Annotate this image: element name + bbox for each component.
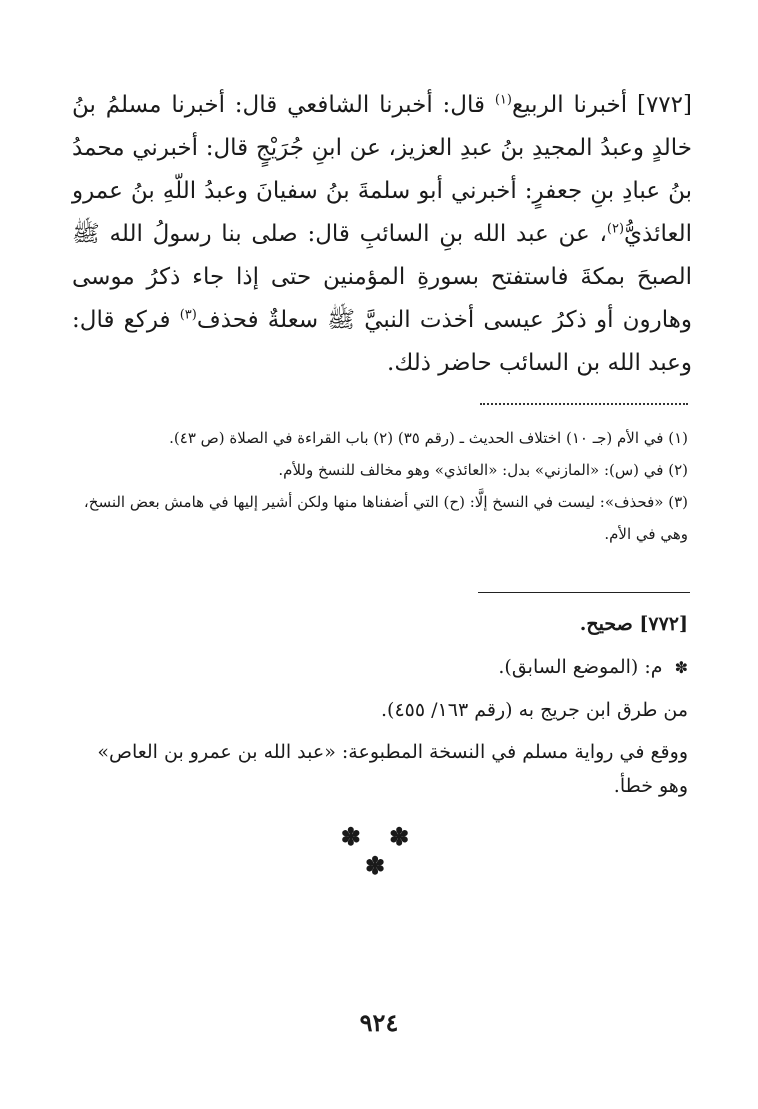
hadith-number: [٧٧٢] — [636, 92, 692, 118]
commentary — [82, 606, 688, 803]
hadith-paragraph — [72, 84, 692, 385]
footnote-3: (٣) «فحذف»: ليست في النسخ إلَّا: (ح) التي أضفناها منها ولكن أشير إليها في هامش بعض النسخ، وهي في الأم. — [83, 493, 688, 543]
footnote-2: (٢) في (س): «المازني» بدل: «العائذي» وهو مخالف للنسخ وللأم. — [278, 461, 688, 479]
asterisk-icon: ✽ — [674, 658, 688, 677]
note-line: ووقع في رواية مسلم في النسخة المطبوعة: «عبد الله بن عمرو بن العاص» وهو خطأ. — [97, 741, 688, 797]
source-text: م: (الموضع السابق). — [498, 656, 663, 678]
hadith-segment-1: أخبرنا الربيع — [511, 92, 628, 118]
page-number: ٩٢٤ — [359, 1008, 399, 1037]
hadith-text — [72, 84, 692, 385]
route-line: من طرق ابن جريج به (رقم ١٦٣/ ٤٥٥). — [381, 699, 688, 721]
footnote-1: (١) في الأم (جـ ١٠) اختلاف الحديث ـ (رقم ٣٥) (٢) باب القراءة في الصلاة (ص ٤٣). — [169, 429, 688, 447]
commentary-separator — [478, 592, 690, 593]
hadith-segment-4: فركع قال: وعبد الله بن السائب حاضر ذلك. — [72, 307, 692, 376]
footnote-marker-1: (١) — [494, 92, 512, 108]
hadith-segment-2: قال: أخبرنا الشافعي قال: أخبرنا مسلمُ بنُ خالدٍ وعبدُ المجيدِ بنُ عبدِ العزيز، عن ابنِ جُرَيْجٍ قال: أخبرني محمدُ بنُ عبادِ بنِ جعفرٍ: أخبرني أبو سلمةَ بنُ سفيانَ وعبدُ اللّهِ بنُ عمرو العائذيُّ — [72, 92, 692, 247]
footnote-marker-3: (٣) — [179, 307, 197, 323]
footnote-marker-2: (٢) — [606, 221, 625, 237]
source-line — [82, 649, 688, 686]
footnotes — [78, 422, 688, 550]
footnote-separator — [480, 403, 688, 405]
section-end-stars: ✽ ✽ ✽ — [340, 822, 420, 880]
hadith-grade: [٧٧٢] صحيح. — [579, 613, 688, 635]
hadith-segment-3: ، عن عبد الله بنِ السائبِ قال: صلى بنا رسولُ الله ﷺ الصبحَ بمكةَ فاستفتح بسورةِ المؤمنين حتى إذا جاء ذكرُ موسى وهارون أو ذكرُ عيسى أخذت النبيَّ ﷺ سعلةٌ فحذف — [72, 221, 693, 333]
